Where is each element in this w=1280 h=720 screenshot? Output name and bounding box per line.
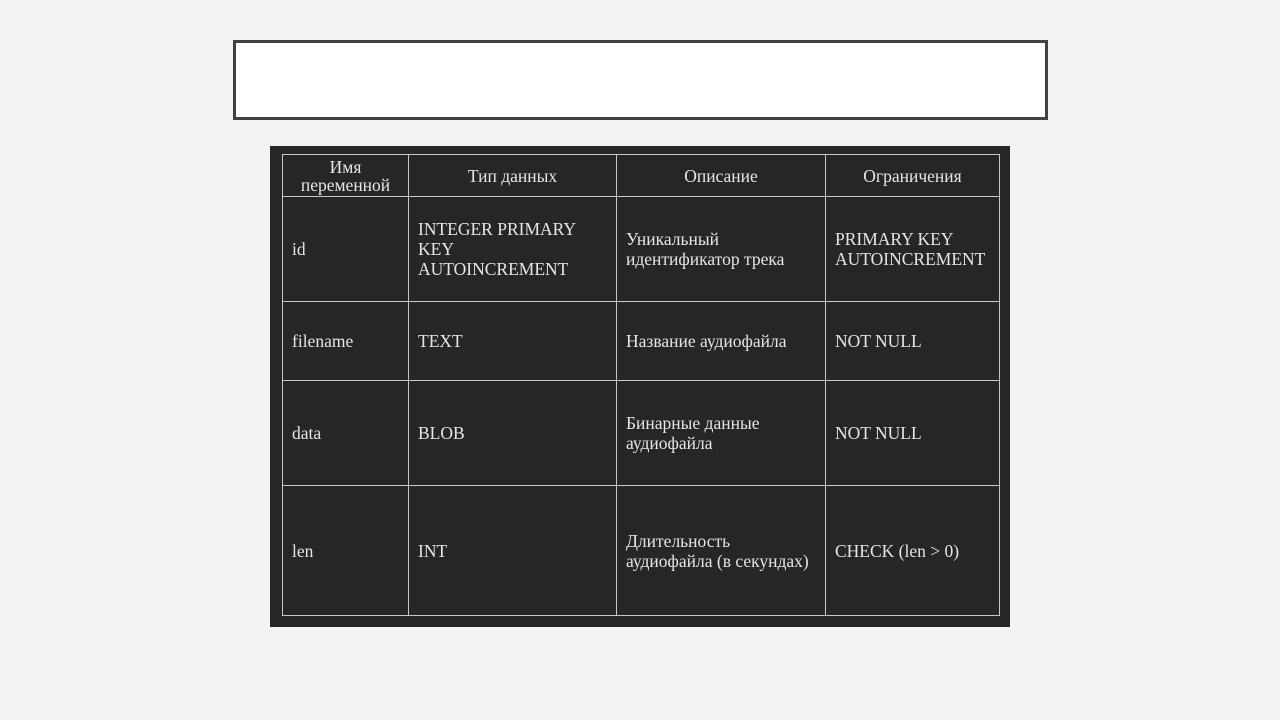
cell-variable-name: len (283, 486, 409, 616)
cell-constraints: PRIMARY KEY AUTOINCREMENT (826, 197, 1000, 302)
cell-data-type: INT (409, 486, 617, 616)
header-variable-name: Имя переменной (283, 155, 409, 197)
cell-data-type: TEXT (409, 302, 617, 381)
cell-data-type: BLOB (409, 381, 617, 486)
table-header-row (283, 155, 1000, 197)
cell-constraints: NOT NULL (826, 302, 1000, 381)
table-row (283, 486, 1000, 616)
cell-description: Уникальный идентификатор трека (617, 197, 826, 302)
cell-variable-name: id (283, 197, 409, 302)
cell-constraints: NOT NULL (826, 381, 1000, 486)
cell-data-type: INTEGER PRIMARY KEY AUTOINCREMENT (409, 197, 617, 302)
cell-variable-name: filename (283, 302, 409, 381)
cell-variable-name: data (283, 381, 409, 486)
table-panel (270, 146, 1010, 627)
schema-table (282, 154, 1000, 616)
cell-description: Длительность аудиофайла (в секундах) (617, 486, 826, 616)
title-placeholder[interactable] (233, 40, 1048, 120)
cell-description: Бинарные данные аудиофайла (617, 381, 826, 486)
table-row (283, 381, 1000, 486)
header-data-type: Тип данных (409, 155, 617, 197)
table-row (283, 197, 1000, 302)
cell-description: Название аудиофайла (617, 302, 826, 381)
table-row (283, 302, 1000, 381)
header-constraints: Ограничения (826, 155, 1000, 197)
cell-constraints: CHECK (len > 0) (826, 486, 1000, 616)
header-description: Описание (617, 155, 826, 197)
